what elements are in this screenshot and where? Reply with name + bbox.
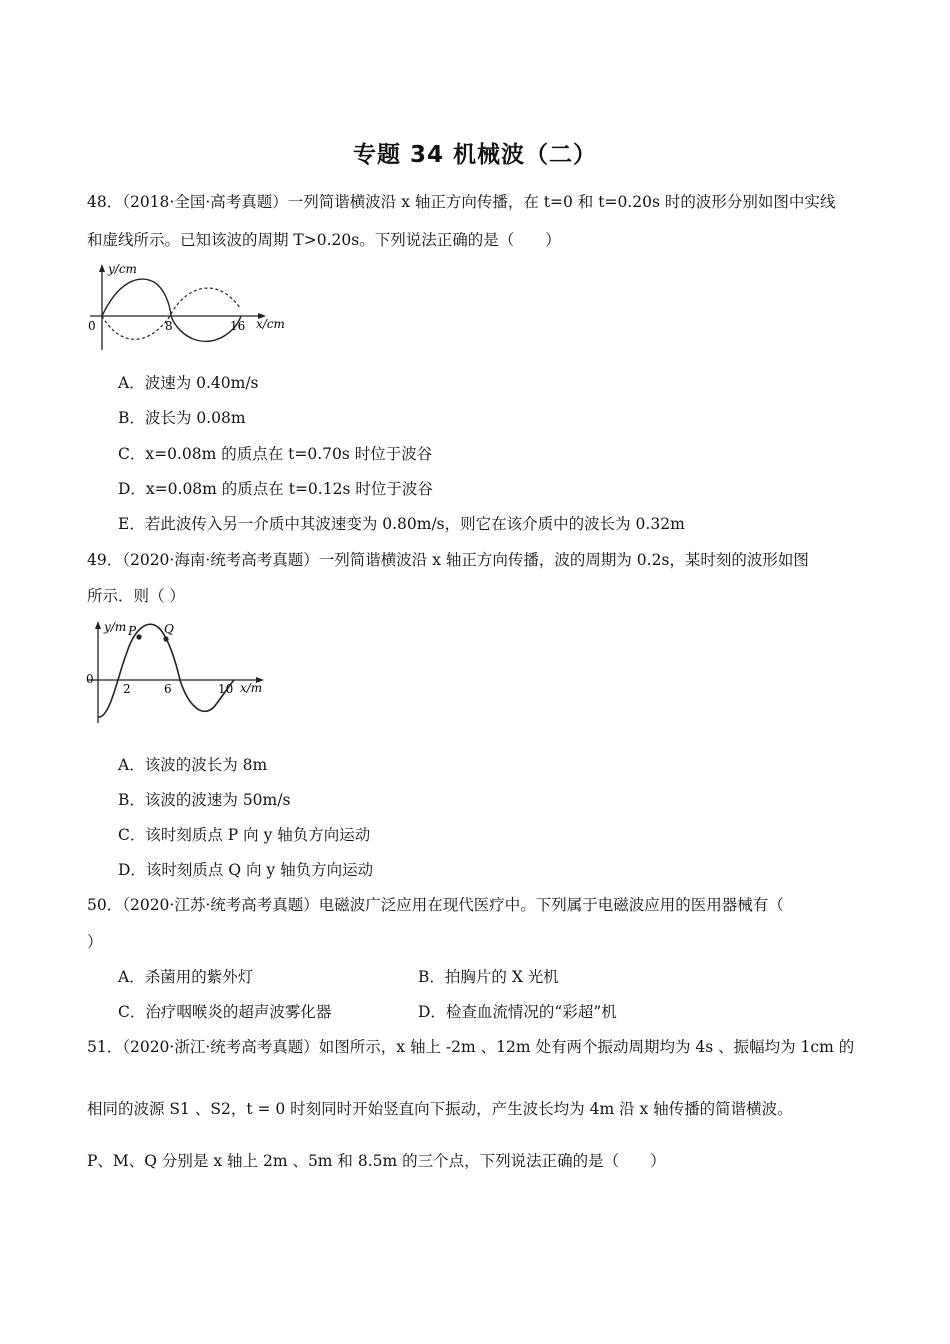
q49-tick-6: 6 [164,682,172,696]
q48-stem-line2: 和虚线所示。已知该波的周期 T>0.20s。下列说法正确的是（ ） [87,231,561,249]
q48-option-c: C．x=0.08m 的质点在 t=0.70s 时位于波谷 [118,445,433,463]
q49-tick-10: 10 [218,682,234,696]
q48-stem-line1: 48．（2018·全国·高考真题）一列简谐横波沿 x 轴正方向传播，在 t=0 和 t=0.20s 时的波形分别如图中实线 [87,193,836,211]
q49-point-q [163,636,168,641]
q48-wave-figure [84,258,299,353]
q49-option-c: C．该时刻质点 P 向 y 轴负方向运动 [118,826,371,844]
q48-tick-16: 16 [230,319,246,333]
q50-stem-line2: ） [87,933,103,951]
q49-option-b: B．该波的波速为 50m/s [118,791,291,809]
q48-option-d: D．x=0.08m 的质点在 t=0.12s 时位于波谷 [118,480,433,498]
q49-label-p: P [128,624,137,638]
q49-x-axis-label: x/m [240,681,263,695]
q48-tick-8: 8 [165,319,173,333]
q48-origin-label: 0 [88,319,96,333]
q49-point-p [136,634,141,639]
q50-option-c: C．治疗咽喉炎的超声波雾化器 [118,1003,332,1021]
q51-stem-line3: P、M、Q 分别是 x 轴上 2m 、5m 和 8.5m 的三个点，下列说法正确的是（ ） [87,1152,666,1170]
q49-y-axis-label: y/m [104,620,127,634]
q48-option-a: A．波速为 0.40m/s [118,374,259,392]
q49-tick-2: 2 [123,682,131,696]
q48-y-axis-label: y/cm [108,262,137,276]
q49-option-d: D．该时刻质点 Q 向 y 轴负方向运动 [118,861,374,879]
q50-option-d: D．检查血流情况的“彩超”机 [418,1003,617,1021]
q48-x-axis-label: x/cm [256,317,285,331]
q49-label-q: Q [164,622,174,636]
q50-option-a: A．杀菌用的紫外灯 [118,968,254,986]
q50-stem-line1: 50．（2020·江苏·统考高考真题）电磁波广泛应用在现代医疗中。下列属于电磁波应用的医用器械有（ [87,896,784,914]
q49-wave-figure [84,615,274,727]
q48-option-b: B．波长为 0.08m [118,409,246,427]
q51-stem-line2: 相同的波源 S1 、S2，t = 0 时刻同时开始竖直向下振动，产生波长均为 4m 沿 x 轴传播的简谐横波。 [87,1100,793,1118]
q48-option-e: E．若此波传入另一介质中其波速变为 0.80m/s，则它在该介质中的波长为 0.32m [118,515,685,533]
q49-stem-line1: 49．（2020·海南·统考高考真题）一列简谐横波沿 x 轴正方向传播，波的周期为 0.2s，某时刻的波形如图 [87,551,809,569]
q49-origin-label: 0 [86,672,94,686]
q49-option-a: A．该波的波长为 8m [118,756,268,774]
page-title: 专题 34 机械波（二） [352,142,598,168]
q49-stem-line2: 所示．则（ ） [87,587,185,605]
q51-stem-line1: 51．（2020·浙江·统考高考真题）如图所示，x 轴上 -2m 、12m 处有两个振动周期均为 4s 、振幅均为 1cm 的 [87,1038,855,1056]
q50-option-b: B．拍胸片的 X 光机 [418,968,559,986]
